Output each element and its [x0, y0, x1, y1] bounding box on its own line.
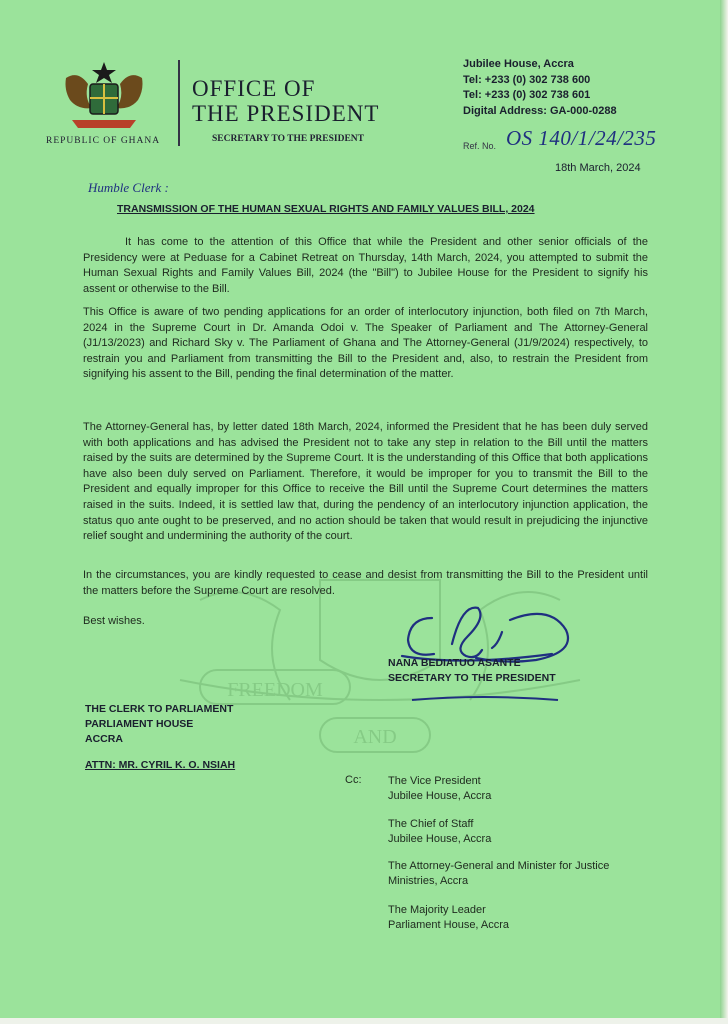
attention-line: ATTN: MR. CYRIL K. O. NSIAH: [85, 759, 236, 771]
watermark-word-and: AND: [353, 726, 397, 748]
office-subtitle: SECRETARY TO THE PRESIDENT: [212, 134, 364, 144]
cc-entry: [388, 859, 609, 889]
cc-entry-name: The Chief of Staff: [388, 818, 474, 830]
closing: Best wishes.: [83, 615, 145, 627]
paragraph-3: The Attorney-General has, by letter dated 18th March, 2024, informed the President that he has been duly served with both applications and has advised the President not to take any step in relation to the Bill until the matters raised by the suits are determined by the Supreme Court. It is the understanding of this Office that both applications have also been duly served on Parliament. Therefore, it would be improper for you to transmit the Bill to the President and equally improper for this Office to receive the Bill until the Supreme Court determines the matters raised in the suits. Indeed, it is settled law that, during the pendency of an interlocutory injunction application, the status quo ante ought to be preserved, and no action should be taken that would result in prejudicing the injunctive relief sought and undermining the authority of the court.: [83, 421, 648, 543]
recipient-line1: THE CLERK TO PARLIAMENT: [85, 703, 234, 715]
recipient-line3: ACCRA: [85, 733, 123, 745]
cc-entry: [388, 774, 491, 804]
cc-entry-name: The Majority Leader: [388, 904, 486, 916]
address-line: Jubilee House, Accra: [463, 58, 574, 70]
office-title-line1: OFFICE OF: [192, 76, 316, 101]
paragraph-4: In the circumstances, you are kindly requested to cease and desist from transmitting the Bill to the President until the matters before the Supreme Court are resolved.: [83, 569, 648, 597]
cc-entry-address: Parliament House, Accra: [388, 919, 510, 932]
paper-bottom-edge: [0, 1018, 728, 1024]
contact-block: [463, 57, 617, 119]
letter-subject: TRANSMISSION OF THE HUMAN SEXUAL RIGHTS AND FAMILY VALUES BILL, 2024: [117, 203, 535, 215]
signatory-title: SECRETARY TO THE PRESIDENT: [388, 672, 556, 684]
cc-entry-address: Jubilee House, Accra: [388, 833, 492, 846]
digital-address: Digital Address: GA-000-0288: [463, 104, 617, 117]
cc-entry-address: Jubilee House, Accra: [388, 790, 492, 803]
crest-caption: REPUBLIC OF GHANA: [46, 136, 161, 146]
telephone-1: Tel: +233 (0) 302 738 600: [463, 73, 591, 86]
cc-entry-address: Ministries, Accra: [388, 875, 469, 888]
ref-number-handwritten: OS 140/1/24/235: [506, 126, 657, 150]
watermark-word-freedom: FREEDOM: [227, 679, 323, 701]
cc-label: Cc:: [345, 774, 362, 786]
letter-date: 18th March, 2024: [555, 162, 641, 174]
handwritten-greeting: Humble Clerk :: [88, 180, 169, 195]
paper-edge: [720, 0, 728, 1024]
office-title: [192, 76, 379, 126]
paragraph-1: It has come to the attention of this Office that while the President and other senior officials of the Presidency were at Peduase for a Cabinet Retreat on Thursday, 14th March, 2024, you attempted to submit the Human Sexual Rights and Family Values Bill, 2024 (the "Bill") to Jubilee House for the President to signify his assent or otherwise to the Bill.: [83, 236, 648, 295]
recipient-block: [85, 702, 233, 747]
telephone-2: Tel: +233 (0) 302 738 601: [463, 89, 591, 101]
recipient-line2: PARLIAMENT HOUSE: [85, 718, 194, 730]
signature-underline: [410, 692, 560, 704]
office-title-line2: THE PRESIDENT: [192, 101, 380, 126]
ref-label: Ref. No.: [463, 141, 497, 151]
cc-entry-name: The Vice President: [388, 775, 481, 787]
signatory-name: NANA BEDIATUO ASANTE: [388, 657, 521, 669]
paragraph-2: This Office is aware of two pending applications for an order of interlocutory injunction, both filed on 7th March, 2024 in the Supreme Court in Dr. Amanda Odoi v. The Speaker of Parliament and The Attorney-General (J1/13/2023) and Richard Sky v. The Parliament of Ghana and The Attorney-General (J1/9/2024) respectively, to restrain you and Parliament from transmitting the Bill to the President and, also, to restrain the President from signifying his assent to the Bill, pending the final determination of the matter.: [83, 306, 648, 381]
ghana-coat-of-arms-icon: [58, 60, 150, 132]
letterhead-divider: [178, 60, 180, 146]
cc-entry: [388, 817, 491, 847]
cc-entry: [388, 903, 509, 933]
cc-entry-name: The Attorney-General and Minister for Justice: [388, 860, 610, 872]
